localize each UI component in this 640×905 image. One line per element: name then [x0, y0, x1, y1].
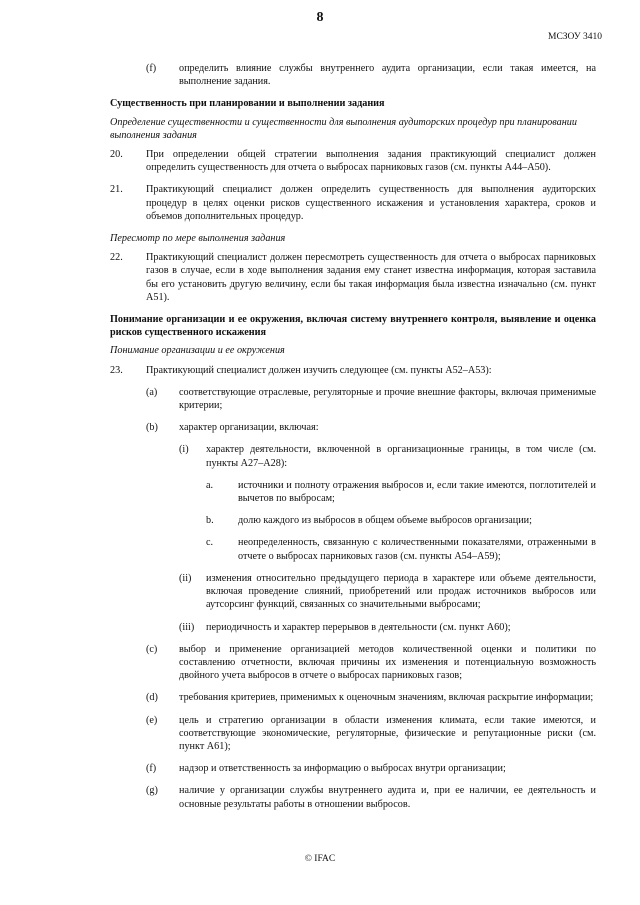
item-text: наличие у организации службы внутреннего аудита и, при ее наличии, ее деятельность и основные результаты работы в отношении выбросов.: [179, 785, 596, 810]
item-text: изменения относительно предыдущего периода в характере или объеме деятельности, включая проведение слияний, приобретений или продаж источников выбросов или аутсорсинг функций, связанных со значительными выбросами;: [206, 572, 596, 611]
page-content: [110, 62, 596, 820]
list-item-b-ii: [179, 572, 596, 612]
page-number: 8: [316, 10, 324, 25]
item-text: соответствующие отраслевые, регуляторные и прочие внешние факторы, включая применимые критерии;: [179, 386, 596, 412]
item-label: (c): [146, 643, 158, 655]
item-label: (a): [146, 386, 158, 398]
list-item-c: [146, 643, 596, 683]
item-text: периодичность и характер перерывов в деятельности (см. пункт A60);: [206, 621, 511, 633]
item-label: (iii): [179, 621, 195, 633]
section-heading-materiality: Существенность при планировании и выполнении задания: [110, 98, 385, 110]
paragraph-text: Практикующий специалист должен изучить следующее (см. пункты A52–A53):: [146, 364, 492, 376]
list-item-b-i-a: [206, 479, 596, 505]
subheading-understanding-entity: Понимание организации и ее окружения: [110, 345, 285, 357]
list-item-f-top: [146, 62, 596, 88]
paragraph-number: 21.: [110, 184, 123, 196]
list-item-a: [146, 386, 596, 412]
paragraph-text: При определении общей стратегии выполнения задания практикующий специалист должен определить существенность для отчета о выбросах парниковых газов (см. пункты A44–A50).: [146, 149, 596, 174]
item-text: требования критериев, применимых к оценочным значениям, включая раскрытие информации;: [179, 692, 594, 704]
item-label: a.: [206, 479, 214, 491]
item-label: (f): [146, 763, 157, 775]
item-text: надзор и ответственность за информацию о выбросах внутри организации;: [179, 763, 506, 775]
subheading-determining-materiality: Определение существенности и существенности для выполнения аудиторских процедур при планировании выполнения задания: [110, 116, 577, 141]
list-item-b: [146, 421, 596, 434]
subheading-revision: Пересмотр по мере выполнения задания: [110, 233, 286, 245]
document-code: МСЗОУ 3410: [548, 32, 602, 42]
paragraph-text: Практикующий специалист должен определить существенность для выполнения аудиторских процедур в целях оценки рисков существенного искажения и установления характера, сроков и объемов дополнительных процедур.: [146, 184, 596, 222]
paragraph-number: 23.: [110, 364, 123, 376]
item-label: (d): [146, 692, 158, 704]
item-label: (b): [146, 422, 158, 434]
list-item-b-i-c: [206, 536, 596, 562]
item-label: (e): [146, 714, 158, 726]
item-text: характер деятельности, включенной в организационные границы, в том числе (см. пункты A27–A28):: [206, 444, 596, 469]
item-label: (f): [146, 63, 157, 74]
item-label: c.: [206, 537, 214, 549]
list-item-d: [146, 691, 596, 704]
item-label: (ii): [179, 572, 192, 584]
item-text: цель и стратегию организации в области изменения климата, если такие имеются, и соответствующие экономические, регуляторные, физические и репутационные риски (см. пункт A61);: [179, 714, 596, 752]
item-label: (g): [146, 785, 158, 797]
item-label: (i): [179, 444, 189, 456]
list-item-e: [146, 714, 596, 754]
paragraph-21: [110, 183, 596, 223]
list-item-b-i-b: [206, 514, 596, 527]
item-text: источники и полноту отражения выбросов и, если такие имеются, поглотителей и вычетов по выбросам;: [238, 479, 596, 505]
list-item-f: [146, 762, 596, 775]
item-text: определить влияние службы внутреннего аудита организации, если такая имеется, на выполнение задания.: [179, 63, 596, 88]
item-text: выбор и применение организацией методов количественной оценки и политики по составлению отчетности, включая причины их изменения и потенциальную возможность двойного учета выбросов в отчете о выбросах парниковых газов;: [179, 643, 596, 682]
section-heading-understanding: Понимание организации и ее окружения, включая систему внутреннего контроля, выявление и оценка рисков существенного искажения: [110, 314, 596, 339]
item-text: неопределенность, связанную с количественными показателями, отраженными в отчете о выбросах парниковых газов (см. пункты A54–A59);: [238, 537, 596, 562]
list-item-g: [146, 784, 596, 810]
paragraph-text: Практикующий специалист должен пересмотреть существенность для отчета о выбросах парниковых газов в случае, если в ходе выполнения задания ему станет известна информация, которая заставила бы его установить другую величину, если бы такая информация была известна изначально (см. пункт A51).: [146, 252, 596, 303]
paragraph-number: 22.: [110, 252, 123, 264]
paragraph-20: [110, 148, 596, 174]
item-text: характер организации, включая:: [179, 422, 319, 434]
paragraph-23: [110, 364, 596, 377]
item-text: долю каждого из выбросов в общем объеме выбросов организации;: [238, 515, 532, 527]
list-item-b-iii: [179, 621, 596, 634]
paragraph-22: [110, 251, 596, 304]
list-item-b-i: [179, 443, 596, 469]
paragraph-number: 20.: [110, 149, 123, 161]
item-label: b.: [206, 515, 214, 527]
copyright-footer: © IFAC: [304, 854, 336, 864]
